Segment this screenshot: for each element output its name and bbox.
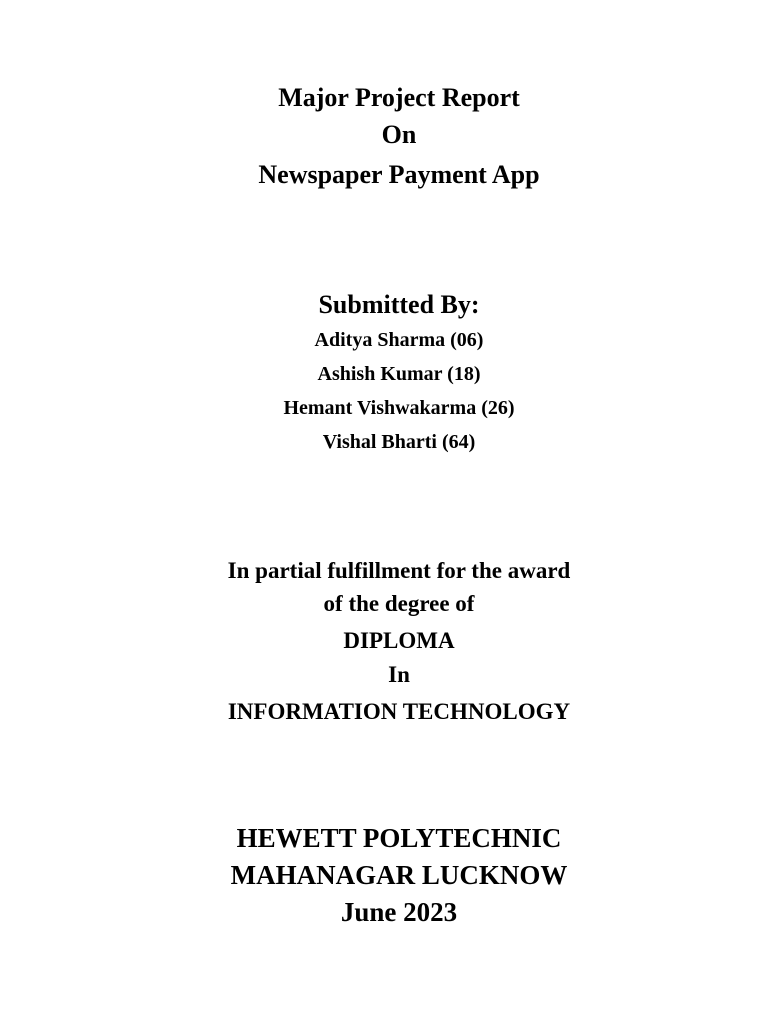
- institution-location: MAHANAGAR LUCKNOW: [230, 860, 568, 890]
- submitted-by-heading: Submitted By:: [318, 290, 480, 319]
- member-name: Aditya Sharma (06): [314, 329, 484, 351]
- member-name: Hemant Vishwakarma (26): [283, 397, 515, 419]
- degree-statement-line-2: of the degree of: [323, 591, 475, 616]
- institution-name: HEWETT POLYTECHNIC: [236, 823, 562, 853]
- report-title-line-1: Major Project Report: [278, 83, 520, 112]
- degree-statement-line-1: In partial fulfillment for the award: [227, 558, 571, 583]
- project-name: Newspaper Payment App: [258, 160, 540, 189]
- degree-discipline: INFORMATION TECHNOLOGY: [227, 699, 571, 724]
- degree-name: DIPLOMA: [343, 628, 455, 653]
- member-name: Ashish Kumar (18): [317, 363, 481, 385]
- report-title-line-2: On: [381, 120, 417, 149]
- submission-date: June 2023: [340, 897, 458, 927]
- member-name: Vishal Bharti (64): [322, 431, 476, 453]
- degree-connector: In: [388, 662, 410, 687]
